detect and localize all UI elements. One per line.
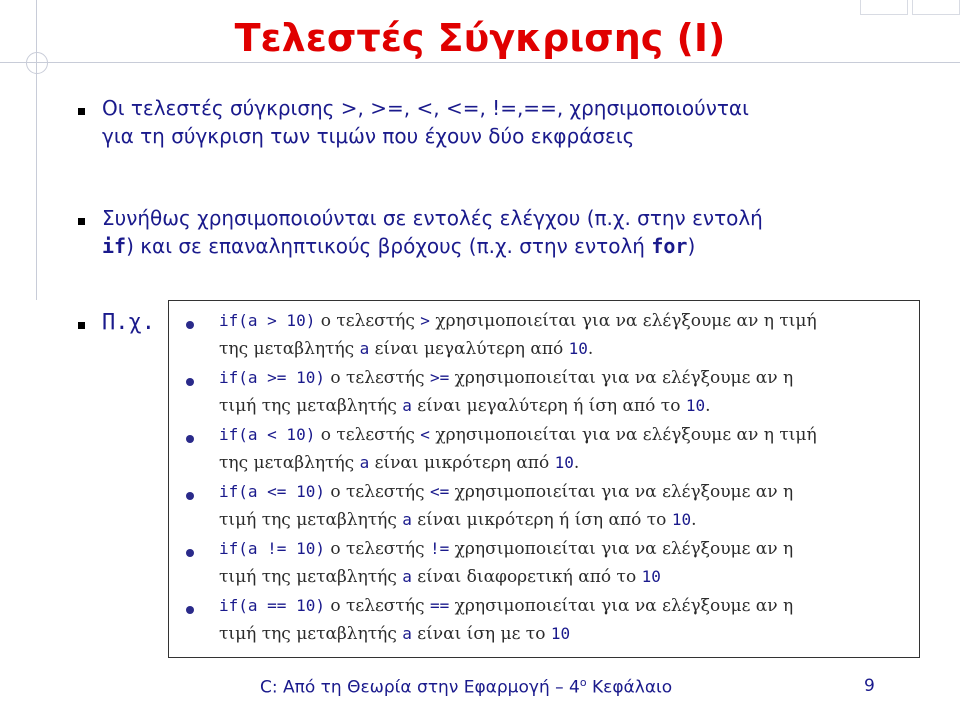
example-end: . <box>587 339 594 359</box>
example-operator: <= <box>429 482 450 501</box>
example-variable: a <box>359 339 370 358</box>
example-operator: > <box>420 311 430 330</box>
decorative-horizontal-line <box>0 62 960 63</box>
example-text2: χρησιμοποιείται για να ελέγξουμε αν η <box>449 482 794 502</box>
example-text1: ο τελεστής <box>324 539 430 559</box>
example-item <box>169 539 921 596</box>
example-operator: >= <box>429 368 450 387</box>
example-line2b: είναι μεγαλύτερη ή ίση από το <box>411 396 686 416</box>
bullet-marker <box>78 322 85 329</box>
bullet-dot-icon <box>186 606 194 614</box>
bullet1-text <box>102 94 749 150</box>
example-line1 <box>219 425 817 445</box>
example-variable: a <box>402 567 412 586</box>
example-line2a: της μεταβλητής <box>219 339 360 359</box>
bullet2-line2-mid: ) και σε επαναληπτικούς βρόχους (π.χ. στην εντολή <box>126 234 652 258</box>
example-item <box>169 368 921 425</box>
example-number: 10 <box>568 339 588 358</box>
example-line2 <box>219 396 711 416</box>
example-line1 <box>219 596 793 616</box>
example-code: if(a < 10) <box>219 425 316 444</box>
example-line1 <box>219 539 793 559</box>
example-line2b: είναι μικρότερη από <box>369 453 555 473</box>
if-keyword: if <box>102 234 127 258</box>
example-line2b: είναι μικρότερη ή ίση από το <box>411 510 672 530</box>
example-line2 <box>219 567 661 587</box>
bullet-dot-icon <box>186 378 194 386</box>
example-text2: χρησιμοποιείται για να ελέγξουμε αν η <box>449 596 794 616</box>
page-number: 9 <box>864 676 875 696</box>
example-operator: < <box>420 425 430 444</box>
examples-panel <box>168 300 920 658</box>
example-text2: χρησιμοποιείται για να ελέγξουμε αν η τιμή <box>429 425 817 445</box>
example-label: Π.χ. <box>102 310 155 335</box>
example-line2 <box>219 510 696 530</box>
example-variable: a <box>402 396 412 415</box>
footer-text-after: Κεφάλαιο <box>586 677 673 698</box>
bullet-dot-icon <box>186 492 194 500</box>
example-item <box>169 425 921 482</box>
example-code: if(a >= 10) <box>219 368 325 387</box>
bullet-dot-icon <box>186 435 194 443</box>
example-line2b: είναι ίση με το <box>411 624 551 644</box>
example-text2: χρησιμοποιείται για να ελέγξουμε αν η <box>449 539 794 559</box>
example-text2: χρησιμοποιείται για να ελέγξουμε αν η τιμή <box>429 311 817 331</box>
slide-title: Τελεστές Σύγκρισης (Ι) <box>234 16 726 60</box>
example-text1: ο τελεστής <box>315 311 421 331</box>
example-number: 10 <box>671 510 692 529</box>
for-keyword: for <box>651 234 688 258</box>
bullet1-line1: Οι τελεστές σύγκρισης >, >=, <, <=, !=,==, χρησιμοποιούνται <box>102 96 749 120</box>
example-line2a: τιμή της μεταβλητής <box>219 396 403 416</box>
example-variable: a <box>402 624 412 643</box>
example-line2a: τιμή της μεταβλητής <box>219 510 403 530</box>
example-line1 <box>219 482 793 502</box>
example-variable: a <box>402 510 412 529</box>
example-number: 10 <box>641 567 661 586</box>
example-text1: ο τελεστής <box>324 596 430 616</box>
example-line2a: της μεταβλητής <box>219 453 360 473</box>
example-operator: != <box>429 539 450 558</box>
example-line2b: είναι διαφορετική από το <box>411 567 642 587</box>
example-text1: ο τελεστής <box>324 482 430 502</box>
footer-superscript: ο <box>579 676 587 689</box>
bullet-marker <box>78 218 85 225</box>
example-text2: χρησιμοποιείται για να ελέγξουμε αν η <box>449 368 794 388</box>
example-number: 10 <box>550 624 571 643</box>
bullet2-line1: Συνήθως χρησιμοποιούνται σε εντολές ελέγχου (π.χ. στην εντολή <box>102 206 763 230</box>
example-line1 <box>219 311 817 331</box>
example-item <box>169 596 921 653</box>
bullet2-text <box>102 204 763 260</box>
example-code: if(a > 10) <box>219 311 316 330</box>
example-line2a: τιμή της μεταβλητής <box>219 624 403 644</box>
bullet-dot-icon <box>186 321 194 329</box>
example-number: 10 <box>554 453 574 472</box>
footer-text-before: C: Από τη Θεωρία στην Εφαρμογή – 4 <box>260 677 580 698</box>
example-line1 <box>219 368 793 388</box>
example-code: if(a == 10) <box>219 596 325 615</box>
example-line2b: είναι μεγαλύτερη από <box>369 339 569 359</box>
example-line2 <box>219 453 579 473</box>
example-text1: ο τελεστής <box>324 368 430 388</box>
bullet1-line2: για τη σύγκριση των τιμών που έχουν δύο εκφράσεις <box>102 124 635 148</box>
bullet-marker <box>78 108 85 115</box>
example-text1: ο τελεστής <box>315 425 421 445</box>
example-code: if(a <= 10) <box>219 482 325 501</box>
bullet2-line2 <box>102 232 763 260</box>
example-variable: a <box>359 453 370 472</box>
example-line2 <box>219 339 593 359</box>
example-number: 10 <box>685 396 706 415</box>
bullet-dot-icon <box>186 549 194 557</box>
example-item <box>169 311 921 368</box>
example-line2 <box>219 624 570 644</box>
example-operator: == <box>429 596 450 615</box>
example-code: if(a != 10) <box>219 539 325 558</box>
example-item <box>169 482 921 539</box>
example-end: . <box>691 510 697 530</box>
example-line2a: τιμή της μεταβλητής <box>219 567 403 587</box>
bullet2-line2-end: ) <box>687 234 696 258</box>
footer-text <box>260 676 672 698</box>
example-end: . <box>705 396 711 416</box>
example-end: . <box>573 453 580 473</box>
